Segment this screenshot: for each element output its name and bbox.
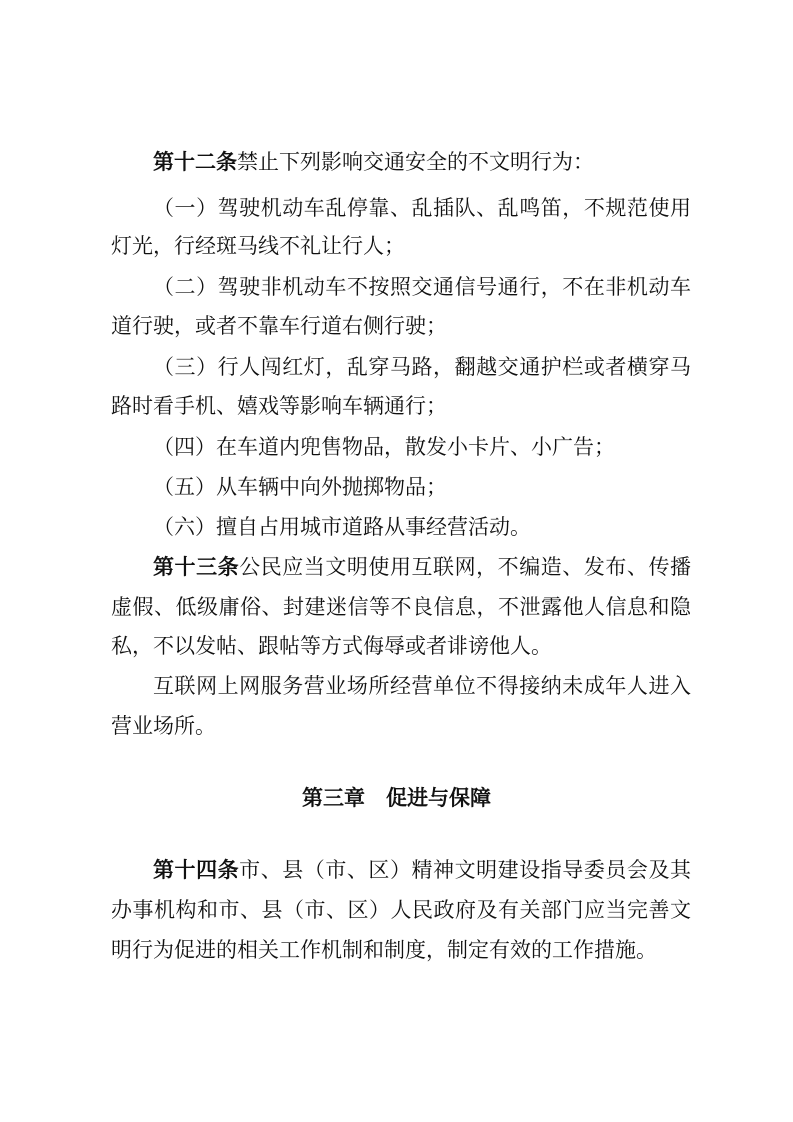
article-12-heading: 第十二条 <box>153 150 237 174</box>
article-13-p2-line-1: 互联网上网服务营业场所经营单位不得接纳未成年人进入 <box>153 674 691 698</box>
article-14-line-1-text: 市、县（市、区）精神文明建设指导委员会及其 <box>239 858 692 882</box>
article-14-line-2: 办事机构和市、县（市、区）人民政府及有关部门应当完善文 <box>111 898 691 922</box>
article-12-item-4: （四）在车道内兜售物品，散发小卡片、小广告； <box>153 435 615 459</box>
article-13-p1-line-2: 虚假、低级庸俗、封建迷信等不良信息，不泄露他人信息和隐 <box>111 595 691 619</box>
article-13-line-1 <box>153 553 691 581</box>
article-12-item-5: （五）从车辆中向外抛掷物品； <box>153 475 447 499</box>
article-14-line-3: 明行为促进的相关工作机制和制度，制定有效的工作措施。 <box>111 938 657 962</box>
article-13-p1-line-1: 公民应当文明使用互联网，不编造、发布、传播 <box>239 555 692 579</box>
article-12-intro-line <box>153 148 691 176</box>
article-12-item-1-line-1: （一）驾驶机动车乱停靠、乱插队、乱鸣笛，不规范使用 <box>153 196 691 220</box>
article-12-item-2-line-2: 道行驶，或者不靠车行道右侧行驶； <box>111 314 447 338</box>
article-14-line-1 <box>153 856 691 884</box>
article-12-item-1-line-2: 灯光，行经斑马线不礼让行人； <box>111 234 405 258</box>
article-13-p2-line-2: 营业场所。 <box>111 714 216 738</box>
article-13-heading: 第十三条 <box>153 555 240 579</box>
chapter-3-title: 第三章 促进与保障 <box>302 786 491 810</box>
article-14-heading: 第十四条 <box>153 858 240 882</box>
article-12-item-2-line-1: （二）驾驶非机动车不按照交通信号通行，不在非机动车 <box>153 275 691 299</box>
article-12-item-6: （六）擅自占用城市道路从事经营活动。 <box>153 515 531 539</box>
article-12-intro: 禁止下列影响交通安全的不文明行为： <box>237 150 594 174</box>
article-12-item-3-line-1: （三）行人闯红灯，乱穿马路，翻越交通护栏或者横穿马 <box>153 355 691 379</box>
article-12-item-3-line-2: 路时看手机、嬉戏等影响车辆通行； <box>111 394 447 418</box>
article-13-p1-line-3: 私，不以发帖、跟帖等方式侮辱或者诽谤他人。 <box>111 634 552 658</box>
